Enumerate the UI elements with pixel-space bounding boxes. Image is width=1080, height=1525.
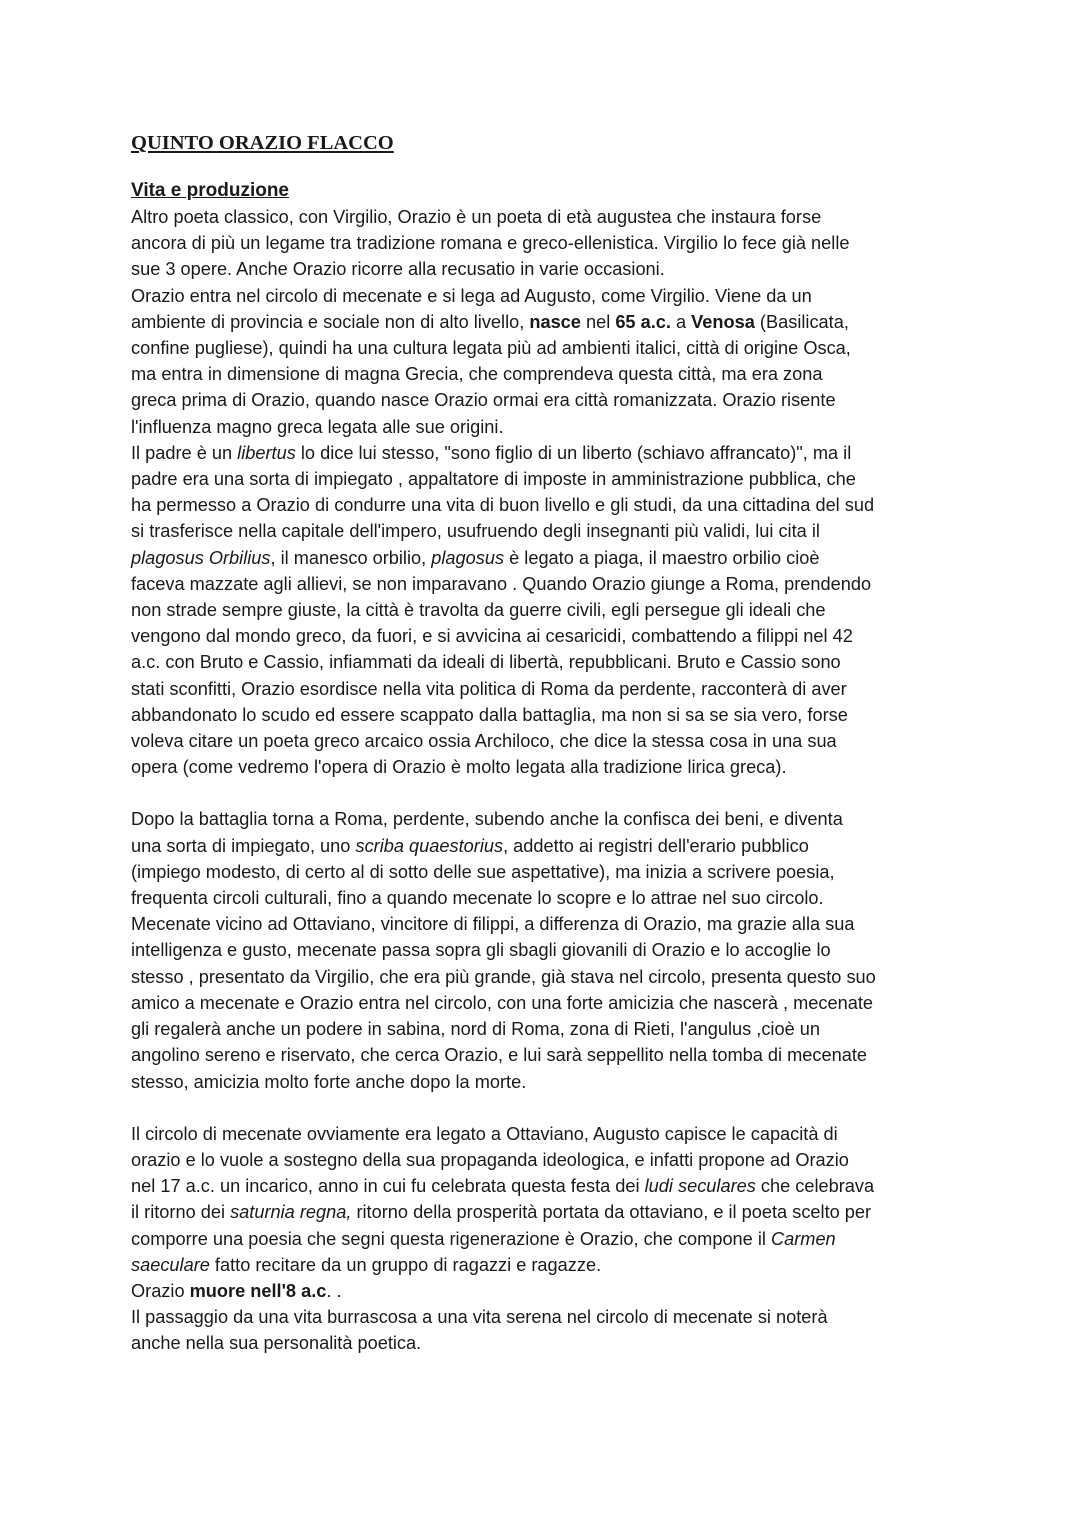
text-line — [131, 1304, 961, 1330]
paragraph — [131, 1121, 961, 1278]
text-run: lo dice lui stesso, "sono figlio di un liberto (schiavo affrancato)", ma il — [295, 442, 852, 463]
text-line — [131, 571, 961, 597]
text-run: (Basilicata, — [754, 311, 849, 332]
text-line — [131, 623, 961, 649]
text-run: intelligenza e gusto, mecenate passa sopra gli sbagli giovanili di Orazio e lo accoglie lo — [131, 940, 831, 961]
text-run: fatto recitare da un gruppo di ragazzi e ragazze. — [209, 1254, 602, 1275]
text-line — [131, 911, 961, 937]
text-run: l'influenza magno greca legata alle sue origini. — [131, 416, 504, 437]
text-run: il ritorno dei — [131, 1202, 231, 1223]
paragraph — [131, 204, 961, 283]
text-run: è legato a piaga, il maestro orbilio cioè — [504, 547, 820, 568]
paragraph-spacer — [131, 780, 961, 806]
text-run: frequenta circoli culturali, fino a quando mecenate lo scopre e lo attrae nel suo circolo. — [131, 888, 824, 909]
italic-text: ludi seculares — [644, 1176, 756, 1197]
text-run: Orazio entra nel circolo di mecenate e si lega ad Augusto, come Virgilio. Viene da un — [131, 285, 812, 306]
italic-text: scriba quaestorius — [355, 835, 504, 856]
text-line — [131, 885, 961, 911]
text-run: orazio e lo vuole a sostegno della sua propaganda ideologica, e infatti propone ad Orazio — [131, 1149, 849, 1170]
text-line — [131, 1252, 961, 1278]
text-run: opera (come vedremo l'opera di Orazio è molto legata alla tradizione lirica greca). — [131, 757, 787, 778]
text-line — [131, 754, 961, 780]
text-line — [131, 256, 961, 282]
text-run: , il manesco orbilio, — [270, 547, 432, 568]
text-run: ambiente di provincia e sociale non di alto livello, — [131, 311, 530, 332]
text-line — [131, 230, 961, 256]
text-line — [131, 964, 961, 990]
text-line — [131, 518, 961, 544]
text-line — [131, 1069, 961, 1095]
text-line — [131, 1173, 961, 1199]
document-page — [131, 128, 961, 1357]
text-line — [131, 309, 961, 335]
text-run: comporre una poesia che segni questa rigenerazione è Orazio, che compone il — [131, 1228, 771, 1249]
text-line — [131, 204, 961, 230]
text-run: gli regalerà anche un podere in sabina, nord di Roma, zona di Rieti, l'angulus ,cioè un — [131, 1019, 820, 1040]
text-run: ma entra in dimensione di magna Grecia, che comprendeva questa città, ma era zona — [131, 364, 823, 385]
text-run: abbandonato lo scudo ed essere scappato dalla battaglia, ma non si sa se sia vero, forse — [131, 704, 848, 725]
bold-text: nasce — [529, 311, 581, 332]
text-run: anche nella sua personalità poetica. — [131, 1333, 422, 1354]
text-run: ritorno della prosperità portata da ottaviano, e il poeta scelto per — [351, 1202, 872, 1223]
text-run: confine pugliese), quindi ha una cultura legata più ad ambienti italici, città di origine Osca, — [131, 338, 851, 359]
text-run: stesso, amicizia molto forte anche dopo la morte. — [131, 1071, 527, 1092]
text-line — [131, 1330, 961, 1356]
text-run: . . — [326, 1280, 342, 1301]
text-run: stesso , presentato da Virgilio, che era più grande, già stava nel circolo, presenta questo suo — [131, 966, 876, 987]
text-line — [131, 649, 961, 675]
text-run: amico a mecenate e Orazio entra nel circolo, con una forte amicizia che nascerà , mecenate — [131, 992, 874, 1013]
paragraph — [131, 440, 961, 781]
document-title: QUINTO ORAZIO FLACCO — [131, 132, 394, 154]
text-line — [131, 545, 961, 571]
text-run: a.c. con Bruto e Cassio, infiammati da ideali di libertà, repubblicani. Bruto e Cassio sono — [131, 652, 841, 673]
text-run: Orazio — [131, 1280, 190, 1301]
text-line — [131, 1016, 961, 1042]
text-line — [131, 728, 961, 754]
text-run: (impiego modesto, di certo al di sotto delle sue aspettative), ma inizia a scrivere poesia, — [131, 861, 835, 882]
text-run: voleva citare un poeta greco arcaico ossia Archiloco, che dice la stessa cosa in una sua — [131, 731, 837, 752]
text-line — [131, 387, 961, 413]
text-run: vengono dal mondo greco, da fuori, e si avvicina ai cesaricidi, combattendo a filippi nel 42 — [131, 626, 853, 647]
text-run: Mecenate vicino ad Ottaviano, vincitore di filippi, a differenza di Orazio, ma grazie alla sua — [131, 914, 855, 935]
text-run: stati sconfitti, Orazio esordisce nella vita politica di Roma da perdente, racconterà di aver — [131, 678, 847, 699]
text-run: ha permesso a Orazio di condurre una vita di buon livello e gli studi, da una cittadina del sud — [131, 495, 875, 516]
text-line — [131, 833, 961, 859]
text-line — [131, 676, 961, 702]
italic-text: plagosus — [431, 547, 505, 568]
text-line — [131, 361, 961, 387]
italic-text: libertus — [237, 442, 296, 463]
bold-text: 65 a.c. — [615, 311, 671, 332]
paragraph-spacer — [131, 1095, 961, 1121]
text-line — [131, 283, 961, 309]
text-line — [131, 702, 961, 728]
text-run: non strade sempre giuste, la città è travolta da guerre civili, egli persegue gli ideali che — [131, 600, 826, 621]
italic-text: saturnia regna, — [230, 1202, 352, 1223]
italic-text: Carmen — [770, 1228, 836, 1249]
text-line — [131, 990, 961, 1016]
bold-text: muore nell'8 a.c — [189, 1280, 327, 1301]
text-run: angolino sereno e riservato, che cerca Orazio, e lui sarà seppellito nella tomba di mecenate — [131, 1045, 867, 1066]
text-run: nel 17 a.c. un incarico, anno in cui fu celebrata questa festa dei — [131, 1176, 645, 1197]
text-run: nel — [580, 311, 616, 332]
text-run: che celebrava — [755, 1176, 875, 1197]
text-line — [131, 859, 961, 885]
text-run: faceva mazzate agli allievi, se non imparavano . Quando Orazio giunge a Roma, prendendo — [131, 573, 872, 594]
text-run: sue 3 opere. Anche Orazio ricorre alla recusatio in varie occasioni. — [131, 259, 665, 280]
paragraph — [131, 806, 961, 1094]
text-line — [131, 492, 961, 518]
text-run: Altro poeta classico, con Virgilio, Orazio è un poeta di età augustea che instaura forse — [131, 207, 822, 227]
document-body — [131, 204, 961, 1357]
text-line — [131, 1147, 961, 1173]
text-line — [131, 937, 961, 963]
section-title: Vita e produzione — [131, 180, 290, 201]
text-run: Il passaggio da una vita burrascosa a una vita serena nel circolo di mecenate si noterà — [131, 1307, 828, 1328]
text-line — [131, 466, 961, 492]
text-line — [131, 335, 961, 361]
text-run: ancora di più un legame tra tradizione romana e greco-ellenistica. Virgilio lo fece già nelle — [131, 233, 850, 254]
text-line — [131, 1226, 961, 1252]
paragraph — [131, 1278, 961, 1304]
paragraph — [131, 1304, 961, 1356]
text-run: Il circolo di mecenate ovviamente era legato a Ottaviano, Augusto capisce le capacità di — [131, 1123, 838, 1144]
text-line — [131, 597, 961, 623]
text-line — [131, 440, 961, 466]
text-line — [131, 1121, 961, 1147]
text-line — [131, 1278, 961, 1304]
italic-text: plagosus Orbilius — [131, 547, 271, 568]
text-run: padre era una sorta di impiegato , appaltatore di imposte in amministrazione pubblica, che — [131, 469, 856, 490]
text-run: greca prima di Orazio, quando nasce Orazio ormai era città romanizzata. Orazio risente — [131, 390, 836, 411]
text-run: Dopo la battaglia torna a Roma, perdente, subendo anche la confisca dei beni, e diventa — [131, 809, 843, 830]
text-line — [131, 806, 961, 832]
text-run: a — [670, 311, 692, 332]
text-run: una sorta di impiegato, uno — [131, 835, 356, 856]
paragraph — [131, 283, 961, 440]
text-run: Il padre è un — [131, 442, 238, 463]
text-run: , addetto ai registri dell'erario pubblico — [503, 835, 809, 856]
text-line — [131, 1042, 961, 1068]
bold-text: Venosa — [691, 311, 755, 332]
text-line — [131, 414, 961, 440]
italic-text: saeculare — [131, 1254, 210, 1275]
text-line — [131, 1199, 961, 1225]
text-run: si trasferisce nella capitale dell'impero, usufruendo degli insegnanti più validi, lui cita il — [131, 521, 820, 542]
